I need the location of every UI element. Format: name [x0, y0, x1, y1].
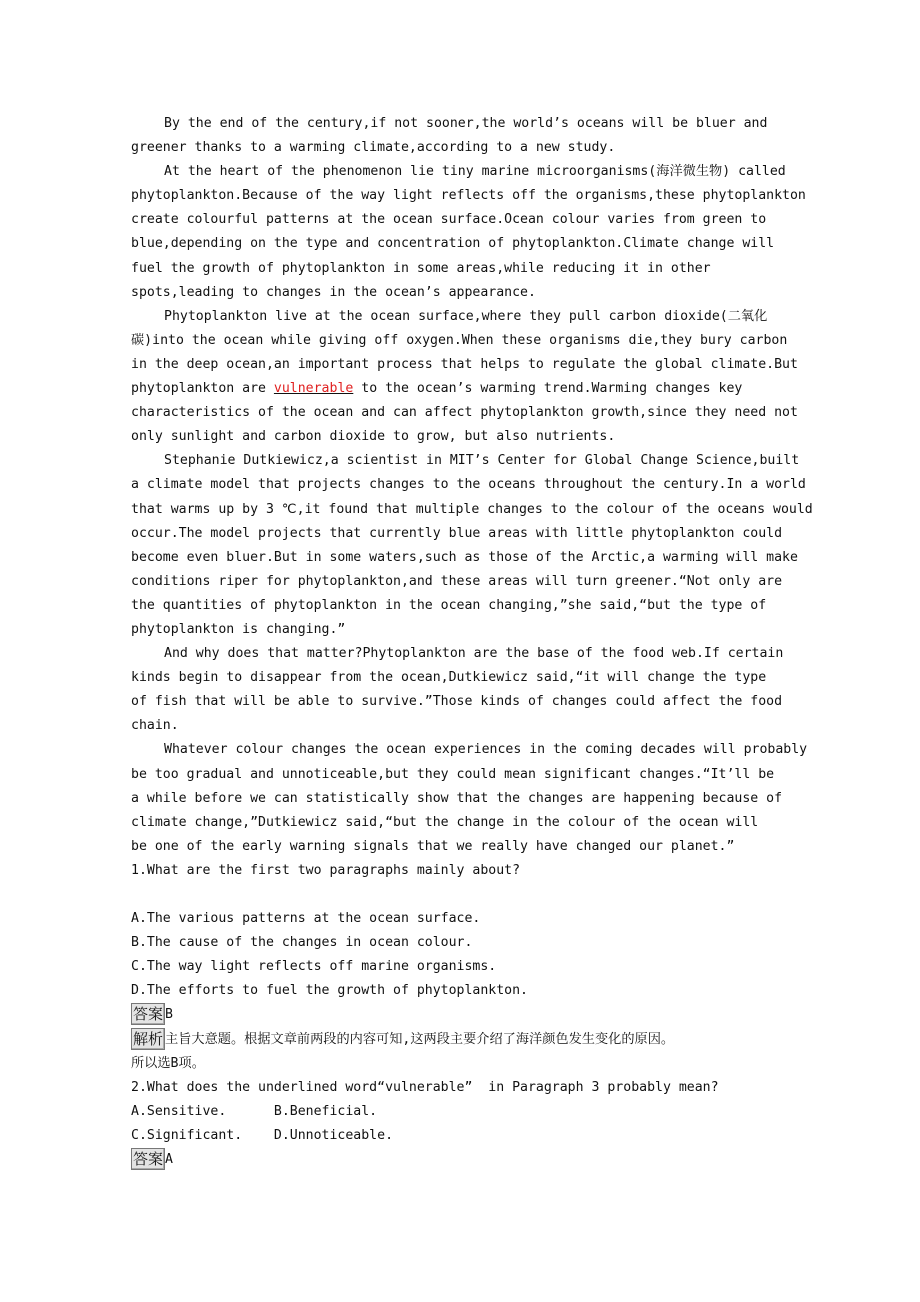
text-line	[131, 642, 851, 666]
text-line	[131, 522, 851, 546]
line-text: By the end of the century,if not sooner,the world’s oceans will be bluer and	[164, 116, 768, 131]
text-line	[131, 184, 851, 208]
text-line	[131, 955, 851, 979]
line-text: 主旨大意题。根据文章前两段的内容可知,这两段主要介绍了海洋颜色发生变化的原因。	[165, 1031, 675, 1047]
line-text: chain.	[131, 718, 179, 734]
text-line	[131, 112, 851, 136]
line-text: become even bluer.But in some waters,such as those of the Arctic,a warming will make	[131, 549, 798, 565]
text-line	[131, 377, 851, 401]
text-line	[131, 160, 851, 184]
text-line	[131, 907, 851, 931]
line-text: the quantities of phytoplankton in the ocean changing,”she said,“but the type of	[131, 597, 767, 613]
text-line	[131, 232, 851, 256]
line-text: Phytoplankton live at the ocean surface,where they pull carbon dioxide(二氧化	[164, 308, 768, 324]
line-text: A	[165, 1152, 173, 1168]
line-text: climate change,”Dutkiewicz said,“but the change in the colour of the ocean will	[131, 814, 759, 830]
text-line	[131, 353, 851, 377]
line-text: 2.What does the underlined word“vulnerable” in Paragraph 3 probably mean?	[131, 1079, 719, 1095]
text-line	[131, 811, 851, 835]
text-line	[131, 498, 851, 522]
text-line	[131, 835, 851, 859]
line-text: phytoplankton is changing.”	[131, 621, 346, 637]
text-line	[131, 714, 851, 738]
answer-line	[131, 1003, 851, 1027]
answer-label-box: 答案	[133, 1150, 164, 1169]
text-line	[131, 473, 851, 497]
line-text: conditions riper for phytoplankton,and these areas will turn greener.“Not only are	[131, 573, 783, 589]
line-text: occur.The model projects that currently blue areas with little phytoplankton could	[131, 525, 783, 541]
line-text: a climate model that projects changes to the oceans throughout the century.In a world	[131, 477, 806, 493]
text-line	[131, 257, 851, 281]
document-body	[131, 112, 851, 1172]
line-text: At the heart of the phenomenon lie tiny marine microorganisms(海洋微生物) called	[164, 164, 786, 180]
text-line	[131, 787, 851, 811]
text-line	[131, 281, 851, 305]
text-line	[131, 1052, 851, 1076]
text-line	[131, 1076, 851, 1100]
line-text: fuel the growth of phytoplankton in some areas,while reducing it in other	[131, 260, 711, 276]
line-text: C.The way light reflects off marine organisms.	[131, 959, 497, 975]
line-text: be one of the early warning signals that we really have changed our planet.”	[131, 838, 735, 854]
line-text: A.Sensitive. B.Beneficial.	[131, 1103, 378, 1119]
text-line	[131, 931, 851, 955]
answer-line	[131, 1148, 851, 1172]
answer-line	[131, 1028, 851, 1052]
line-text: in the deep ocean,an important process that helps to regulate the global climate.But	[131, 356, 798, 372]
line-text: 碳)into the ocean while giving off oxygen.When these organisms die,they bury carbon	[131, 332, 788, 348]
line-text: D.The efforts to fuel the growth of phytoplankton.	[131, 983, 528, 999]
text-line	[131, 329, 851, 353]
text-line	[131, 401, 851, 425]
text-line	[131, 208, 851, 232]
line-text: to the ocean’s warming trend.Warming changes key	[353, 381, 743, 397]
line-text: B.The cause of the changes in ocean colour.	[131, 935, 473, 951]
line-text: 所以选B项。	[131, 1055, 205, 1071]
text-line	[131, 570, 851, 594]
line-text: B	[165, 1007, 173, 1023]
text-line	[131, 449, 851, 473]
line-text: 1.What are the first two paragraphs mainly about?	[131, 862, 521, 878]
text-line	[131, 594, 851, 618]
line-text: Whatever colour changes the ocean experiences in the coming decades will probably	[164, 742, 808, 758]
text-line	[131, 738, 851, 762]
line-text: phytoplankton.Because of the way light reflects off the organisms,these phytoplankton	[131, 188, 806, 204]
line-text: blue,depending on the type and concentration of phytoplankton.Climate change will	[131, 236, 775, 252]
line-text: kinds begin to disappear from the ocean,Dutkiewicz said,“it will change the type	[131, 670, 767, 686]
line-text: create colourful patterns at the ocean surface.Ocean colour varies from green to	[131, 212, 767, 228]
line-text: spots,leading to changes in the ocean’s appearance.	[131, 284, 536, 300]
text-line	[131, 763, 851, 787]
line-text: characteristics of the ocean and can affect phytoplankton growth,since they need not	[131, 405, 798, 421]
text-line	[131, 305, 851, 329]
text-line	[131, 1124, 851, 1148]
text-line	[131, 883, 851, 907]
text-line	[131, 859, 851, 883]
text-line	[131, 618, 851, 642]
answer-label-box: 解析	[133, 1029, 164, 1048]
text-line	[131, 979, 851, 1003]
line-text: be too gradual and unnoticeable,but they could mean significant changes.“It’ll be	[131, 766, 775, 782]
line-text: A.The various patterns at the ocean surface.	[131, 911, 481, 927]
line-text: greener thanks to a warming climate,according to a new study.	[131, 140, 616, 156]
line-text: only sunlight and carbon dioxide to grow, but also nutrients.	[131, 429, 616, 445]
line-text: that warms up by 3 ℃,it found that multiple changes to the colour of the oceans would	[131, 501, 813, 517]
line-text: Stephanie Dutkiewicz,a scientist in MIT’s Center for Global Change Science,built	[164, 453, 800, 469]
line-text: phytoplankton are	[131, 381, 274, 397]
line-text: a while before we can statistically show that the changes are happening because of	[131, 790, 783, 806]
text-line	[131, 1100, 851, 1124]
text-line	[131, 546, 851, 570]
text-line	[131, 425, 851, 449]
line-text: And why does that matter?Phytoplankton are the base of the food web.If certain	[164, 646, 784, 662]
answer-label-box: 答案	[133, 1005, 164, 1024]
text-line	[131, 690, 851, 714]
line-text: of fish that will be able to survive.”Those kinds of changes could affect the food	[131, 694, 783, 710]
text-line	[131, 136, 851, 160]
line-text: C.Significant. D.Unnoticeable.	[131, 1127, 394, 1143]
underlined-word: vulnerable	[273, 381, 354, 397]
text-line	[131, 666, 851, 690]
